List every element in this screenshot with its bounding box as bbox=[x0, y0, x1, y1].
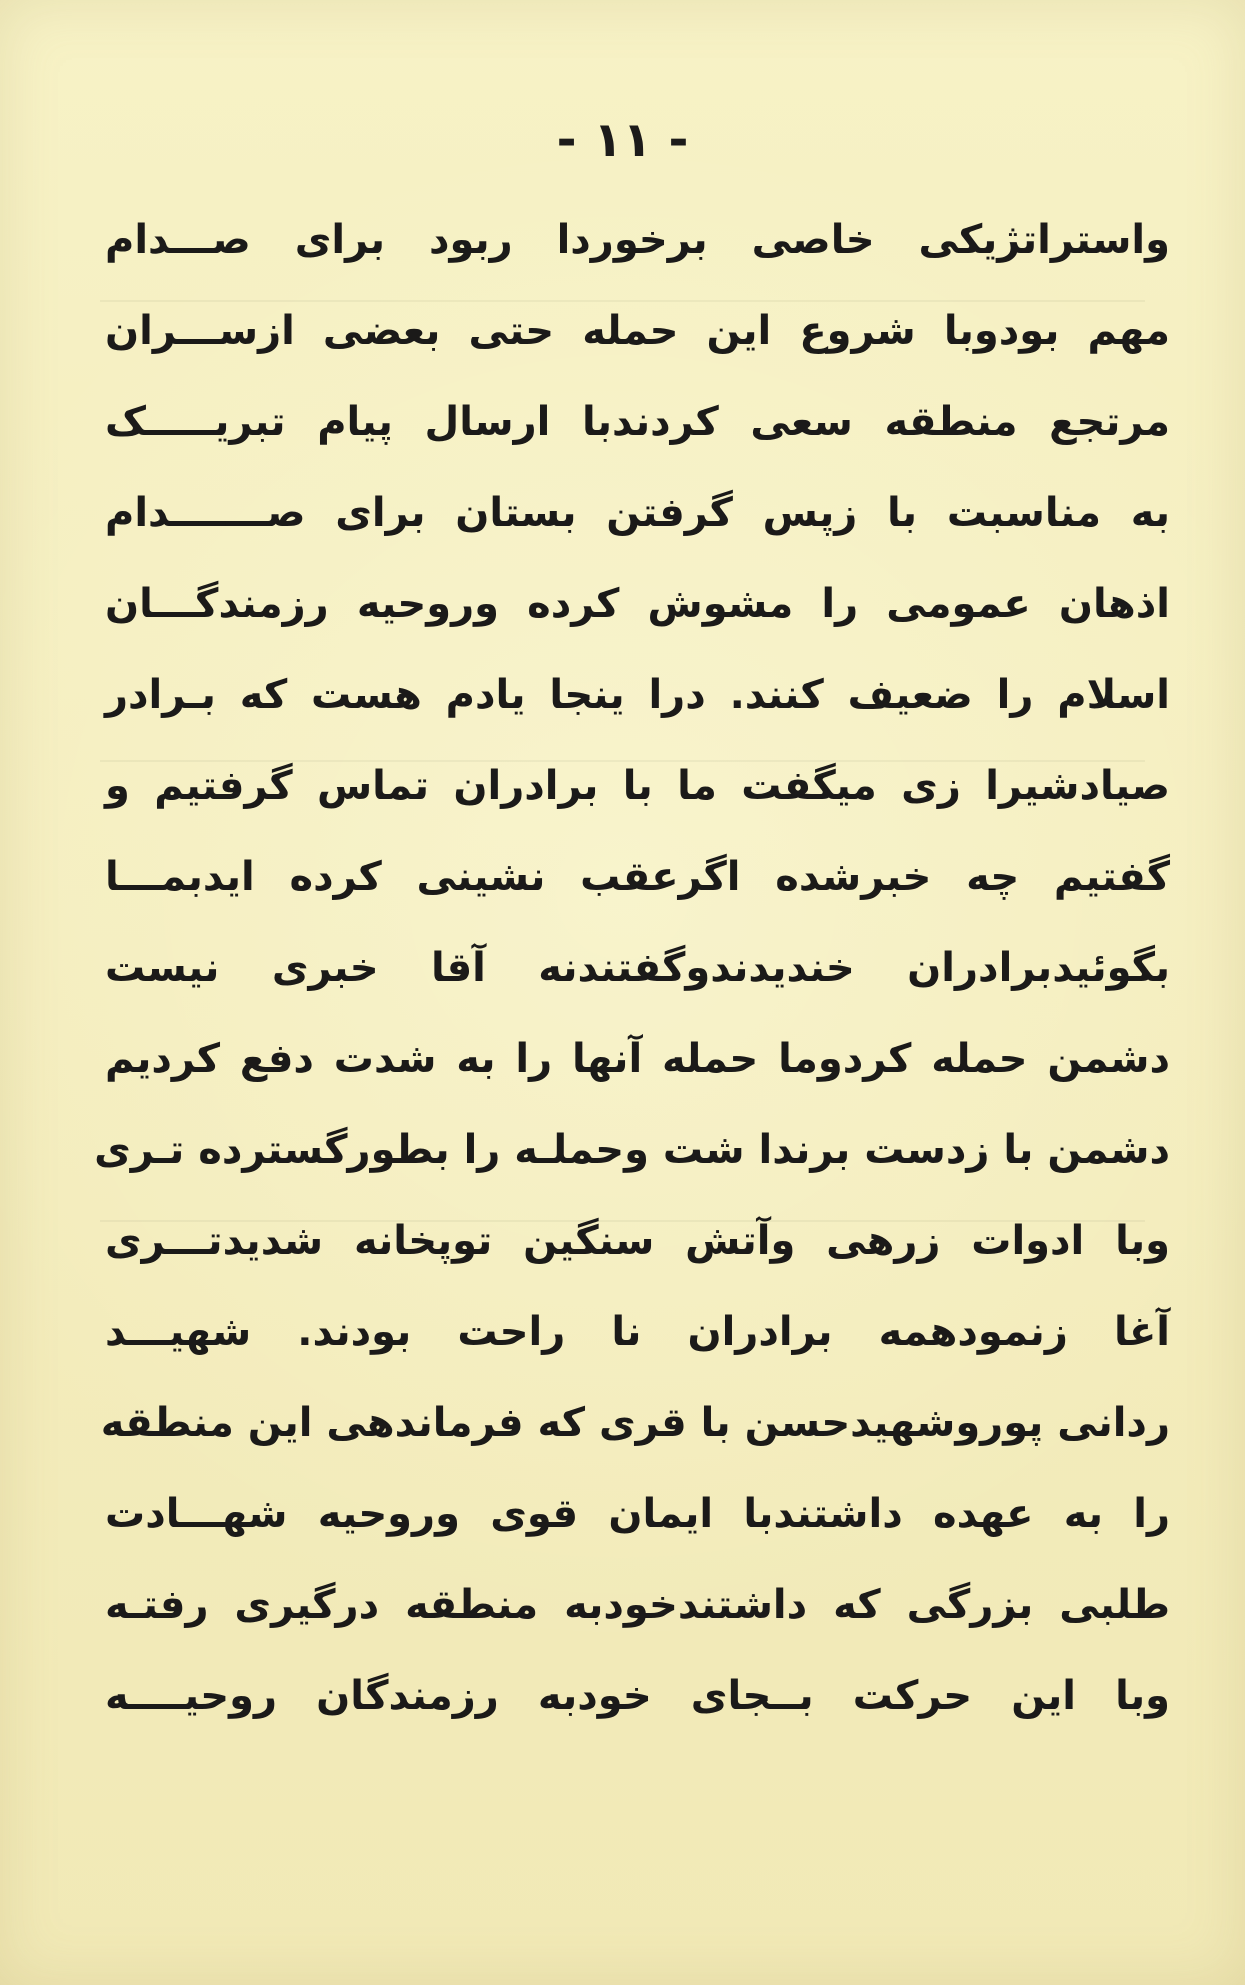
text-line: مرتجع منطقه سعی کردندبا ارسال پیام تبریـــــک bbox=[105, 399, 1170, 445]
text-line: اسلام را ضعیف کنند. درا ینجا یادم هست که بـرادر bbox=[105, 672, 1170, 718]
text-line: صیادشیرا زی میگفت ما با برادران تماس گرفتیم و bbox=[105, 763, 1170, 809]
body-text bbox=[94, 210, 1170, 1757]
text-line: وبا ادوات زرهی وآتش سنگین توپخانه شدیدتـــری bbox=[105, 1218, 1170, 1264]
text-line: دشمن با زدست برندا شت وحملـه را بطورگسترده تـری bbox=[94, 1127, 1170, 1173]
text-line: مهم بودوبا شروع این حمله حتی بعضی ازســـران bbox=[105, 308, 1170, 354]
text-line: را به عهده داشتندبا ایمان قوی وروحیه شهـــادت bbox=[105, 1491, 1170, 1537]
text-line: ردانی پوروشهیدحسن با قری که فرماندهی این منطقه bbox=[100, 1400, 1170, 1446]
text-line: به مناسبت با زپس گرفتن بستان برای صـــــــدام bbox=[105, 490, 1170, 536]
text-line: بگوئیدبرادران خندیدندوگفتندنه آقا خبری نیست bbox=[105, 945, 1170, 991]
text-line: گفتیم چه خبرشده اگرعقب نشینی کرده ایدبمـــا bbox=[105, 854, 1170, 900]
text-line: اذهان عمومی را مشوش کرده وروحیه رزمندگـــان bbox=[105, 581, 1170, 627]
text-line: واستراتژیکی خاصی برخوردا ربود برای صـــدام bbox=[105, 217, 1170, 263]
text-line: دشمن حمله کردوما حمله آنها را به شدت دفع کردیم bbox=[105, 1036, 1170, 1082]
page-number: - ۱۱ - bbox=[556, 112, 689, 168]
text-line: وبا این حرکت بــجای خودبه رزمندگان روحیــــه bbox=[105, 1673, 1170, 1719]
text-line: آغا زنمودهمه برادران نا راحت بودند. شهیـــد bbox=[105, 1309, 1170, 1355]
text-line: طلبی بزرگی که داشتندخودبه منطقه درگیری رفتـه bbox=[105, 1582, 1170, 1628]
